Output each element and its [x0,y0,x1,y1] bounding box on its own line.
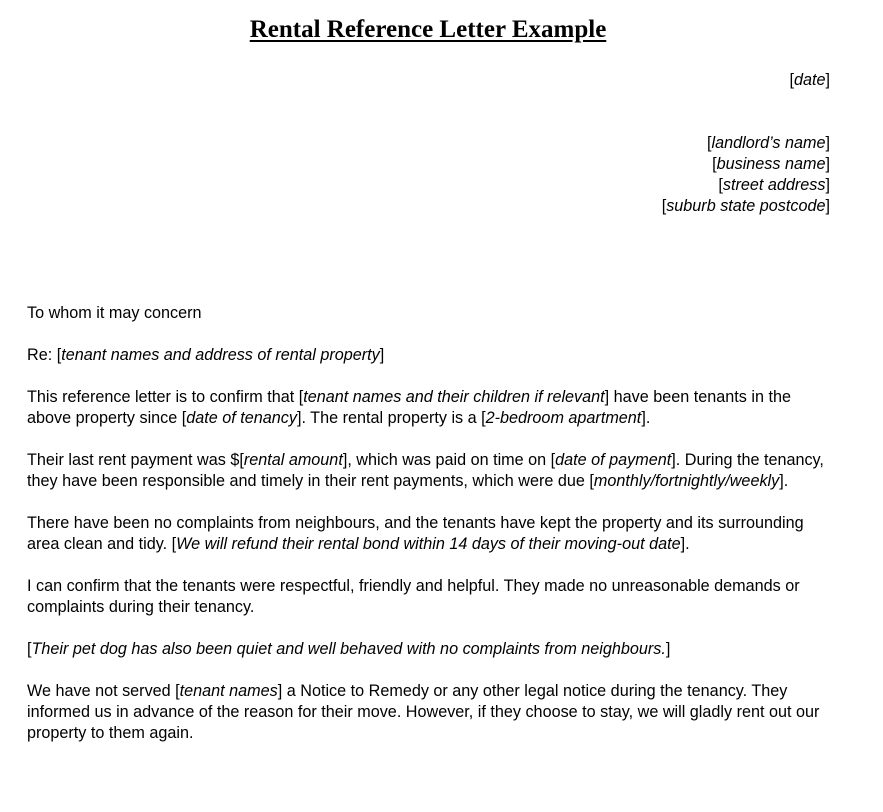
salutation: To whom it may concern [27,304,202,322]
p1-placeholder-tenants: tenant names and their children if relevant [303,388,605,406]
p2-placeholder-amount: rental amount [243,451,343,469]
paragraph-legal-notice: We have not served [tenant names] a Notice to Remedy or any other legal notice during the tenancy. They informed us in advance of the reason for their move. However, if they choose to stay, we will gladly rent out our property to them again. [27,682,820,742]
paragraph-pet: [Their pet dog has also been quiet and well behaved with no complaints from neighbours.] [27,640,671,658]
p2-placeholder-date: date of payment [555,451,672,469]
p3-placeholder-bond: We will refund their rental bond within 14 days of their moving-out date [176,535,681,553]
re-line: Re: [tenant names and address of rental property] [27,346,385,364]
business-name-line: [business name] [712,155,830,173]
document-title: Rental Reference Letter Example [249,16,607,43]
p1-text-c: . The rental property is a [301,409,482,427]
landlord-name-line: [landlord’s name] [707,134,830,152]
p6-text-b: a Notice to Remedy or any other legal notice during the tenancy. They informed us in advance of the reason for their move. However, if they choose to stay, we will gladly rent out our property to them again. [27,682,820,742]
landlord-name-placeholder: landlord’s name [711,134,826,152]
recipient-address-block [662,133,830,217]
paragraph-tenancy-confirmation: This reference letter is to confirm that [tenant names and their children if relevant] have been tenants in the above property since [date of tenancy]. The rental property is a [2-bedroom apartment]. [27,388,791,427]
paragraph-complaints-bond: There have been no complaints from neighbours, and the tenants have kept the property and its surrounding area clean and tidy. [We will refund their rental bond within 14 days of their moving-out date]. [27,514,804,553]
p3-text-a: There have been no complaints from neighbours, and the tenants have kept the property and its surrounding area clean and tidy. [27,514,804,553]
p5-placeholder-pet: Their pet dog has also been quiet and well behaved with no complaints from neighbours. [31,640,666,658]
date-line: [date] [789,71,830,89]
p1-text-b: have been tenants in the above property since [27,388,791,427]
date-placeholder: date [793,71,826,89]
p2-text-c: . During the tenancy, they have been responsible and timely in their rent payments, which were due [27,451,824,490]
paragraph-rent-payments: Their last rent payment was $[rental amount], which was paid on time on [date of payment]. During the tenancy, they have been responsible and timely in their rent payments, which were due [monthly/fortnightly/weekly]. [27,451,824,490]
p2-text-a: Their last rent payment was $ [27,451,240,469]
street-address-line: [street address] [718,176,830,194]
street-address-placeholder: street address [722,176,826,194]
p6-placeholder-tenants: tenant names [179,682,278,700]
p2-text-d: . [783,472,789,490]
p1-text-d: . [645,409,651,427]
p1-placeholder-date: date of tenancy [186,409,297,427]
suburb-placeholder: suburb state postcode [666,197,826,215]
p2-text-b: , which was paid on time on [347,451,551,469]
re-prefix: Re: [27,346,57,364]
suburb-line: [suburb state postcode] [661,197,830,215]
business-name-placeholder: business name [716,155,826,173]
letter-body [27,303,839,765]
p2-placeholder-frequency: monthly/fortnightly/weekly [593,472,780,490]
p1-text-a: This reference letter is to confirm that [27,388,299,406]
p3-text-b: . [685,535,690,553]
p1-placeholder-property: 2-bedroom apartment [485,409,642,427]
p6-text-a: We have not served [27,682,176,700]
paragraph-tenant-conduct: I can confirm that the tenants were respectful, friendly and helpful. They made no unreasonable demands or complaints during their tenancy. [27,577,800,616]
re-placeholder: tenant names and address of rental property [61,346,380,364]
